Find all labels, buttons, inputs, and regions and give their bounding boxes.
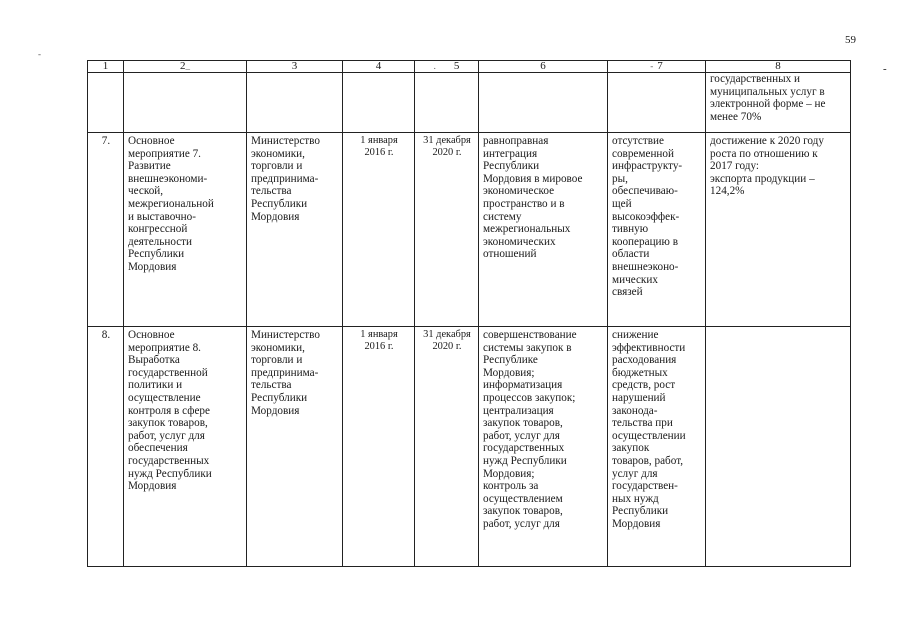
table-row: [88, 133, 851, 327]
text-line: Основное: [128, 329, 175, 341]
text-line: процессов закупок;: [483, 391, 576, 404]
text-line: торговли и: [251, 160, 303, 173]
text-line: отношений: [483, 248, 537, 261]
text-line: предпринима-: [251, 366, 319, 379]
text-line: информатизация: [483, 379, 563, 392]
text-line: совершенствование: [483, 329, 577, 341]
executor: [247, 327, 343, 567]
text-line: работ, услуг для: [128, 429, 205, 442]
text-line: государственных и: [710, 73, 801, 85]
text-line: Республики: [612, 505, 669, 518]
cell-empty: [124, 73, 247, 133]
table-row: [88, 327, 851, 567]
col-number-2: 2_: [124, 61, 247, 73]
text-line: внешнеэкономи-: [128, 172, 208, 185]
text-line: тельства: [251, 379, 292, 392]
text-line: эффективности: [612, 341, 686, 354]
text-line: осуществление: [128, 391, 201, 404]
text-line: Мордовия: [612, 517, 661, 530]
text-line: централизация: [483, 404, 554, 417]
text-line: деятельности: [128, 235, 193, 248]
text-line: закупок товаров,: [483, 417, 563, 430]
text-line: тельства при: [612, 417, 673, 430]
text-line: государственных: [128, 454, 210, 467]
text-line: средств, рост: [612, 379, 676, 392]
col-number-1: 1: [88, 61, 124, 73]
cell-empty: [247, 73, 343, 133]
text-line: осуществлением: [483, 492, 563, 505]
text-line: Мордовия;: [483, 467, 535, 480]
target-indicators: [706, 133, 851, 327]
page-number: 59: [845, 34, 856, 46]
text-line: экономических: [483, 235, 556, 248]
text-line: экспорта продукции –: [710, 172, 815, 185]
text-line: Развитие: [128, 160, 171, 173]
text-line: межрегиональных: [483, 223, 571, 236]
text-line: государственной: [128, 366, 208, 379]
text-line: мических: [612, 273, 658, 286]
text-line: 31 декабря: [423, 135, 471, 146]
measure-title: [124, 327, 247, 567]
text-line: экономическое: [483, 185, 555, 198]
text-line: ческой,: [128, 185, 164, 198]
text-line: 1 января: [360, 329, 398, 340]
text-line: бюджетных: [612, 366, 668, 379]
text-line: Министерство: [251, 135, 320, 147]
text-line: 2016 г.: [364, 341, 394, 352]
text-line: товаров, работ,: [612, 454, 684, 467]
text-line: торговли и: [251, 354, 303, 367]
text-line: 2016 г.: [364, 147, 394, 158]
col-number-4: 4: [343, 61, 415, 73]
text-line: инфраструкту-: [612, 160, 683, 173]
text-line: государственных: [483, 442, 565, 455]
text-line: тивную: [612, 223, 649, 236]
text-line: Республики: [483, 160, 540, 173]
measure-title: [124, 133, 247, 327]
text-line: Республики: [251, 391, 308, 404]
column-number-row: [88, 61, 851, 73]
text-line: нужд Республики: [128, 467, 212, 480]
col-number-7: - 7: [608, 61, 706, 73]
scan-mark-left: -: [38, 49, 41, 59]
text-line: достижение к 2020 году: [710, 135, 824, 147]
executor: [247, 133, 343, 327]
text-line: мероприятие 8.: [128, 341, 201, 354]
start-date: [343, 327, 415, 567]
end-date: [415, 327, 479, 567]
text-line: осуществлении: [612, 429, 686, 442]
text-line: щей: [612, 197, 632, 210]
text-line: Мордовия;: [483, 366, 535, 379]
text-line: обеспечения: [128, 442, 188, 455]
text-line: закупок товаров,: [128, 417, 208, 430]
text-line: расходования: [612, 354, 677, 367]
text-line: конгрессной: [128, 223, 188, 236]
text-line: мероприятие 7.: [128, 147, 201, 160]
text-line: ры,: [612, 172, 628, 185]
text-line: Мордовия: [128, 480, 177, 493]
text-line: систему: [483, 210, 522, 223]
text-line: контроля в сфере: [128, 404, 210, 417]
text-line: закупок: [612, 442, 650, 455]
text-line: внешнеэконо-: [612, 260, 679, 273]
text-line: межрегиональной: [128, 197, 214, 210]
text-line: экономики,: [251, 341, 305, 354]
text-line: роста по отношению к: [710, 147, 818, 160]
expected-result: [479, 133, 608, 327]
text-line: Республики: [251, 197, 308, 210]
text-line: кооперацию в: [612, 235, 678, 248]
text-line: менее 70%: [710, 110, 762, 123]
end-date: [415, 133, 479, 327]
text-line: 124,2%: [710, 185, 745, 198]
text-line: и выставочно-: [128, 210, 196, 223]
text-line: электронной форме – не: [710, 98, 826, 111]
text-line: нарушений: [612, 391, 666, 404]
measures-table: [87, 60, 851, 567]
text-line: муниципальных услуг в: [710, 85, 825, 98]
row-number: 8.: [88, 327, 124, 567]
text-line: 2020 г.: [432, 147, 462, 158]
text-line: контроль за: [483, 480, 539, 493]
text-line: нужд Республики: [483, 454, 567, 467]
cell-empty: [415, 73, 479, 133]
text-line: экономики,: [251, 147, 305, 160]
continuation-indicators: [706, 73, 851, 133]
text-line: Республики: [128, 248, 185, 261]
text-line: работ, услуг для: [483, 429, 560, 442]
text-line: высокоэффек-: [612, 210, 680, 223]
cell-empty: [88, 73, 124, 133]
text-line: системы закупок в: [483, 341, 572, 354]
row-number: 7.: [88, 133, 124, 327]
cell-empty: [479, 73, 608, 133]
cell-empty: [343, 73, 415, 133]
text-line: Министерство: [251, 329, 320, 341]
consequences: [608, 327, 706, 567]
text-line: пространство и в: [483, 197, 565, 210]
text-line: отсутствие: [612, 135, 664, 147]
text-line: Выработка: [128, 354, 180, 367]
scan-mark-right: -: [883, 63, 887, 75]
text-line: снижение: [612, 329, 659, 341]
text-line: обеспечиваю-: [612, 185, 678, 198]
text-line: современной: [612, 147, 675, 160]
text-line: связей: [612, 286, 643, 299]
text-line: 2020 г.: [432, 341, 462, 352]
text-line: равноправная: [483, 135, 549, 147]
text-line: предпринима-: [251, 172, 319, 185]
text-line: Мордовия: [128, 260, 177, 273]
text-line: Основное: [128, 135, 175, 147]
text-line: 2017 году:: [710, 160, 759, 173]
continuation-row: [88, 73, 851, 133]
col-number-8: 8: [706, 61, 851, 73]
text-line: политики и: [128, 379, 183, 392]
col-number-3: 3: [247, 61, 343, 73]
text-line: Республике: [483, 354, 538, 367]
text-line: ных нужд: [612, 492, 659, 505]
text-line: 1 января: [360, 135, 398, 146]
text-line: законода-: [612, 404, 658, 417]
text-line: Мордовия в мировое: [483, 172, 583, 185]
col-number-6: 6: [479, 61, 608, 73]
text-line: государствен-: [612, 480, 678, 493]
text-line: Мордовия: [251, 404, 300, 417]
consequences: [608, 133, 706, 327]
text-line: тельства: [251, 185, 292, 198]
text-line: интеграция: [483, 147, 538, 160]
col-number-5: . 5: [415, 61, 479, 73]
text-line: Мордовия: [251, 210, 300, 223]
expected-result: [479, 327, 608, 567]
text-line: 31 декабря: [423, 329, 471, 340]
text-line: услуг для: [612, 467, 658, 480]
start-date: [343, 133, 415, 327]
target-indicators: [706, 327, 851, 567]
text-line: закупок товаров,: [483, 505, 563, 518]
cell-empty: [608, 73, 706, 133]
text-line: области: [612, 248, 650, 261]
text-line: работ, услуг для: [483, 517, 560, 530]
